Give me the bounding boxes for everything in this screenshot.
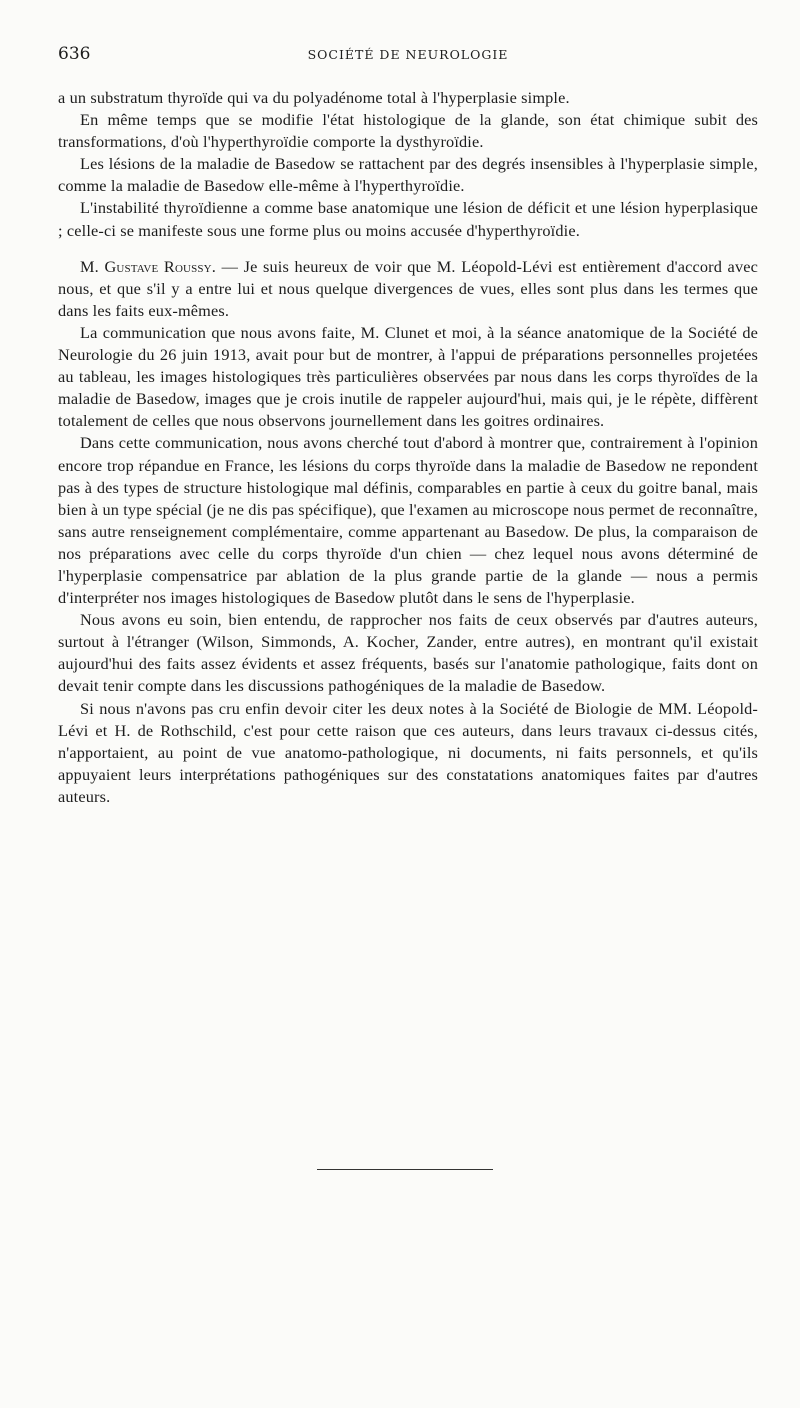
paragraph: Les lésions de la maladie de Basedow se rattachent par des degrés insensibles à l'hyperplasie simple, comme la maladie de Basedow elle-même à l'hyperthyroïdie. [58, 154, 758, 196]
speaker-name: Gustave Roussy. [104, 256, 216, 276]
speaker-paragraph [58, 256, 758, 322]
speaker-title: M. [80, 256, 99, 276]
page-number: 636 [58, 44, 91, 64]
paragraph: L'instabilité thyroïdienne a comme base anatomique une lésion de déficit et une lésion hyperplasique ; celle-ci se manifeste sous une forme plus ou moins accusée d'hyperthyroïdie. [58, 198, 758, 240]
speaker-text: — Je suis heureux de voir que M. Léopold-Lévi est entièrement d'accord avec nous, et que s'il y a entre lui et nous quelque divergences de vues, elles sont plus dans les termes que dans les faits eux-mêmes. [58, 256, 758, 320]
paragraph: Dans cette communication, nous avons cherché tout d'abord à montrer que, contrairement à l'opinion encore trop répandue en France, les lésions du corps thyroïde dans la maladie de Basedow ne repondent pas à des types de structure histologique mal définis, comparables en partie à ceux du goitre banal, mais bien à un type spécial (je ne dis pas spécifique), que l'examen au microscope nous permet de reconnaître, sans autre renseignement complémentaire, comme appartenant au Basedow. De plus, la comparaison de nos préparations avec celle du corps thyroïde d'un chien — chez lequel nous avons déterminé de l'hyperplasie compensatrice par ablation de la plus grande partie de la glande — nous a permis d'interpréter nos images histologiques de Basedow plutôt dans le sens de l'hyperplasie. [58, 433, 758, 608]
paragraph: Si nous n'avons pas cru enfin devoir citer les deux notes à la Société de Biologie de MM. Léopold-Lévi et H. de Rothschild, c'est pour cette raison que ces auteurs, dans leurs travaux ci-dessus cités, n'apportaient, au point de vue anatomo-pathologique, ni documents, ni faits personnels, et qu'ils appuyaient leurs interprétations pathogéniques sur des constatations anatomiques faites par d'autres auteurs. [58, 698, 758, 806]
end-rule [317, 1169, 493, 1170]
running-title: SOCIÉTÉ DE NEUROLOGIE [307, 47, 509, 62]
paragraph: En même temps que se modifie l'état histologique de la glande, son état chimique subit des transformations, d'où l'hyperthyroïdie comporte la dysthyroïdie. [58, 110, 758, 152]
paragraph: La communication que nous avons faite, M. Clunet et moi, à la séance anatomique de la Société de Neurologie du 26 juin 1913, avait pour but de montrer, à l'appui de préparations personnelles projetées au tableau, les images histologiques très particulières observées par nous dans les corps thyroïdes de la maladie de Basedow, images que je crois inutile de rappeler aujourd'hui, mais qui, je le répète, diffèrent totalement de celles que nous observons journellement dans les goitres ordinaires. [58, 322, 758, 431]
body-text [58, 87, 758, 808]
page-header [58, 44, 758, 74]
paragraph: Nous avons eu soin, bien entendu, de rapprocher nos faits de ceux observés par d'autres auteurs, surtout à l'étranger (Wilson, Simmonds, A. Kocher, Zander, entre autres), en montrant qu'il existait aujourd'hui des faits assez évidents et assez fréquents, basés sur l'anatomie pathologique, faits dont on devait tenir compte dans les discussions pathogéniques de la maladie de Basedow. [58, 610, 758, 696]
paragraph: a un substratum thyroïde qui va du polyadénome total à l'hyperplasie simple. [58, 88, 570, 107]
